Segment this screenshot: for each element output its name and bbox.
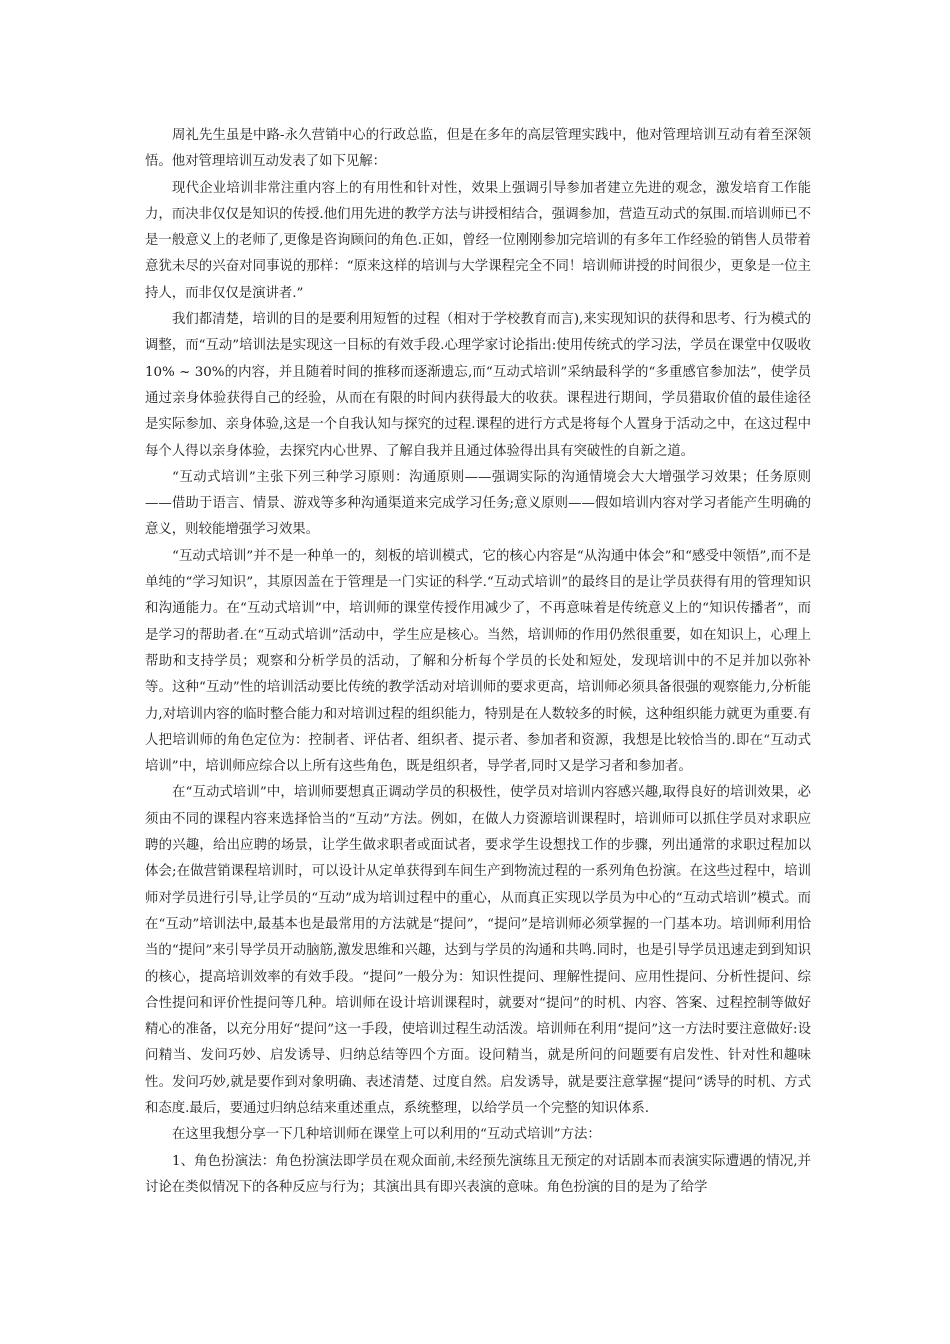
paragraph-training-purpose: 我们都清楚，培训的目的是要利用短暂的过程（相对于学校教育而言),来实现知识的获得和思考、行为模式的调整，而“互动”培训法是实现这一目标的有效手段.心理学家讨论指出:使用传统式的学习法，学员在课堂中仅吸收10% ~ 30%的内容，并且随着时间的推移而逐渐遗忘,而“互动式培训”采纳最科学的“多重感官参加法”，使学员通过亲身体验获得自己的经验，从而在有限的时间内获得最大的收获。课程进行期间，学员猎取价值的最佳途径是实际参加、亲身体验,这是一个自我认知与探究的过程.课程的进行方式是将每个人置身于活动之中，在这过程中每个人得以亲身体验，去探究内心世界、了解自我并且通过体验得出具有突破性的自新之道。 (145, 312, 811, 459)
paragraph-modern-training: 现代企业培训非常注重内容上的有用性和针对性，效果上强调引导参加者建立先进的观念，激发培育工作能力，而决非仅仅是知识的传授.他们用先进的教学方法与讲授相结合，强调参加，营造互动式的氛围.而培训师已不是一般意义上的老师了,更像是咨询顾问的角色.正如，曾经一位刚刚参加完培训的有多年工作经验的销售人员带着意犹未尽的兴奋对同事说的那样：“原来这样的培训与大学课程完全不同！培训师讲授的时间很少，更象是一位主持人，而非仅仅是演讲者.” (145, 180, 811, 301)
paragraph-methods-intro: 在这里我想分享一下几种培训师在课堂上可以利用的“互动式培训”方法： (172, 1127, 601, 1143)
paragraph-questioning: 在“互动式培训”中，培训师要想真正调动学员的积极性，使学员对培训内容感兴趣,取得良好的培训效果，必须由不同的课程内容来选择恰当的“互动”方法。例如，在做人力资源培训课程时，培训师可以抓住学员对求职应聘的兴趣，给出应聘的场景，让学生做求职者或面试者，要求学生设想找工作的步骤，列出通常的求职过程加以体会;在做营销课程培训时，可以设计从定单获得到车间生产到物流过程的一系列角色扮演。在这些过程中，培训师对学员进行引导,让学员的“互动”成为培训过程中的重心，从而真正实现以学员为中心的“互动式培训”模式。而在“互动”培训法中,最基本也是最常用的方法就是“提问”，“提问”是培训师必须掌握的一门基本功。培训师利用恰当的“提问”来引导学员开动脑筋,激发思维和兴趣，达到与学员的沟通和共鸣.同时，也是引导学员迅速走到到知识的核心，提高培训效率的有效手段。“提问”一般分为：知识性提问、理解性提问、应用性提问、分析性提问、综合性提问和评价性提问等几种。培训师在设计培训课程时，就要对“提问”的时机、内容、答案、过程控制等做好精心的准备，以充分用好“提问”这一手段，使培训过程生动活泼。培训师在利用“提问”这一方法时要注意做好:设问精当、发问巧妙、启发诱导、归纳总结等四个方面。设问精当，就是所问的问题要有启发性、针对性和趣味性。发问巧妙,就是要作到对象明确、表述清楚、过度自然。启发诱导，就是要注意掌握“提问“诱导的时机、方式和态度.最后，要通过归纳总结来重述重点，系统整理，以给学员一个完整的知识体系. (145, 785, 811, 1116)
paragraph-intro: 周礼先生虽是中路-永久营销中心的行政总监，但是在多年的高层管理实践中，他对管理培训互动有着至深领悟。他对管理培训互动发表了如下见解： (145, 128, 811, 170)
paragraph-role-play: 1、角色扮演法：角色扮演法即学员在观众面前,未经预先演练且无预定的对话剧本而表演实际遭遇的情况,并讨论在类似情况下的各种反应与行为；其演出具有即兴表演的意味。角色扮演的目的是为了给学 (145, 1153, 811, 1195)
document-body (145, 123, 811, 1201)
paragraph-interactive-model: “互动式培训”并不是一种单一的，刻板的培训模式，它的核心内容是“从沟通中体会”和“感受中领悟”,而不是单纯的“学习知识”，其原因盖在于管理是一门实证的科学.“互动式培训”的最终目的是让学员获得有用的管理知识和沟通能力。在“互动式培训”中，培训师的课堂传授作用减少了，不再意味着是传统意义上的“知识传播者”，而是学习的帮助者.在“互动式培训”活动中，学生应是核心。当然，培训师的作用仍然很重要，如在知识上，心理上帮助和支持学员；观察和分析学员的活动，了解和分析每个学员的长处和短处，发现培训中的不足并加以弥补等。这种“互动”性的培训活动要比传统的教学活动对培训师的要求更高，培训师必须具备很强的观察能力,分析能力,对培训内容的临时整合能力和对培训过程的组织能力，特别是在人数较多的时候，这种组织能力就更为重要.有人把培训师的角色定位为：控制者、评估者、组织者、提示者、参加者和资源，我想是比较恰当的.即在“互动式培训”中，培训师应综合以上所有这些角色，既是组织者，导学者,同时又是学习者和参加者。 (145, 548, 811, 775)
paragraph-learning-principles: “互动式培训”主张下列三种学习原则：沟通原则——强调实际的沟通情境会大大增强学习效果；任务原则——借助于语言、情景、游戏等多种沟通渠道来完成学习任务;意义原则——假如培训内容对学习者能产生明确的意义，则较能增强学习效果。 (145, 469, 811, 538)
